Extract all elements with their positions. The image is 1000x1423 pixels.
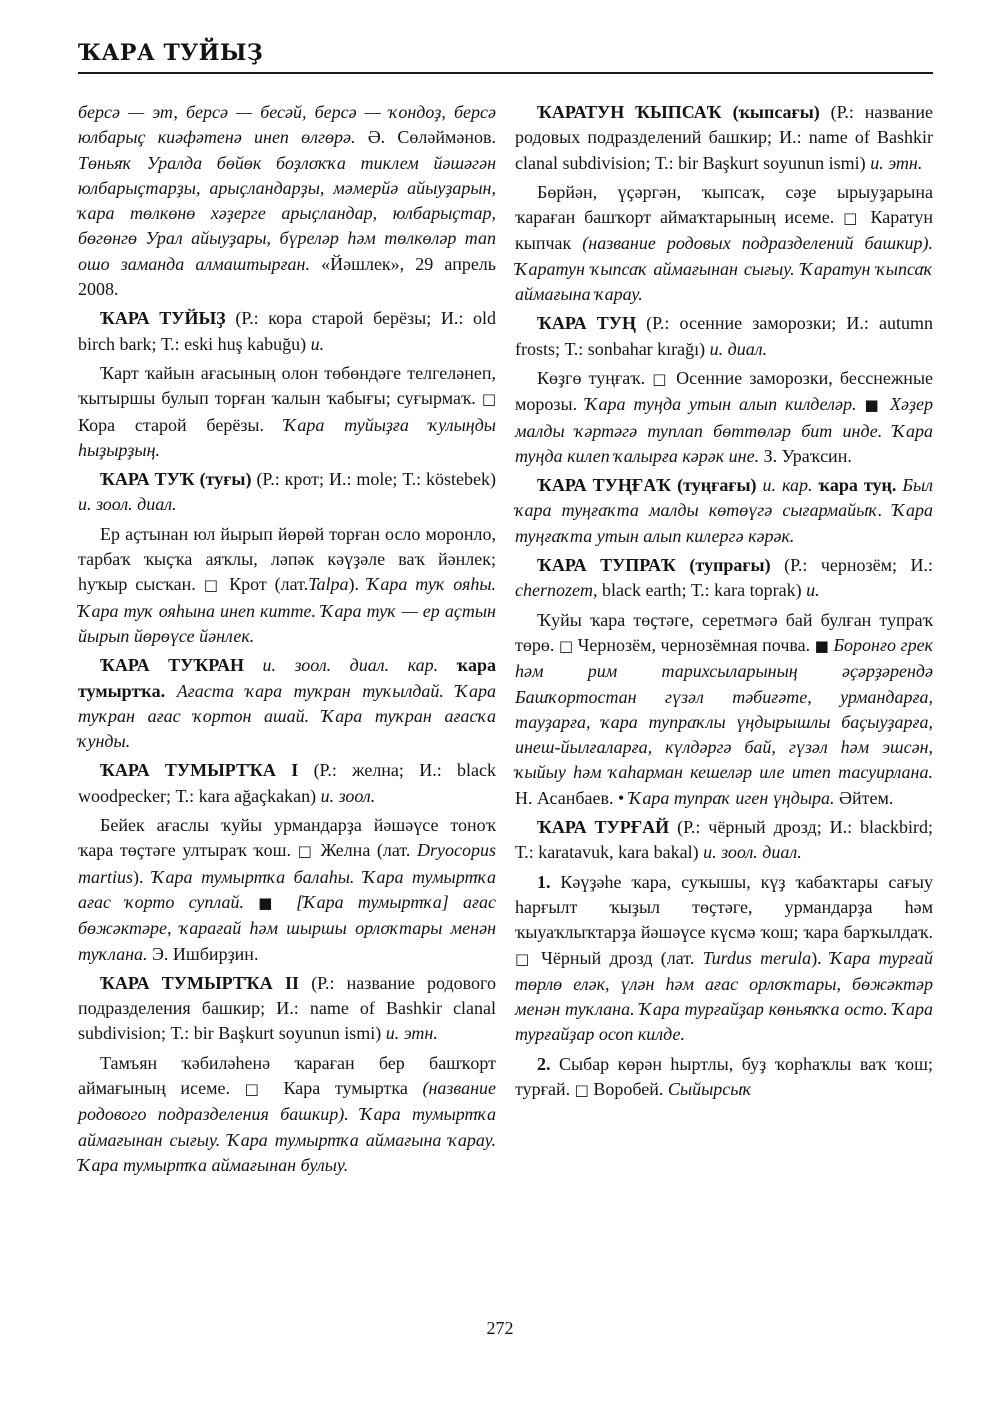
example: Ағаста ҡара туҡран туҡылдай. Ҡара туҡран ағас ҡортон ашай. Ҡара туҡран ағасҡа ҡунды. (78, 680, 497, 752)
entry-head (78, 971, 496, 1047)
entry (515, 473, 933, 549)
quote-author: З. Ураҡсин. (763, 445, 852, 466)
russian-equivalent: Желна (лат. (320, 840, 411, 861)
pos-label: и. зоол. диал. кар. (262, 655, 439, 676)
header-rule (78, 72, 933, 74)
headword: ҠАРАТУН ҠЫПСАҠ (ҡыпсағы) (537, 102, 820, 122)
entry-head (78, 758, 496, 809)
pos-label: и. (310, 333, 325, 354)
russian-equivalent: Чёрный дрозд (лат. (541, 947, 695, 968)
example: Ҡара туңда утын алып килделәр. (585, 394, 857, 415)
translations: (Р.: чернозём; И.: (784, 555, 934, 576)
example: Был ҡара туңғаҡта малды көтөүгә сығармайыҡ. Ҡара туңғаҡта утын алып килергә кәрәк. (515, 475, 933, 546)
definition: Бейек ағаслы ҡуйы урмандарҙа йәшәүсе тоноҡ ҡара төҫтәге ултыраҡ ҡош. (78, 815, 496, 861)
square-icon: □ (244, 1079, 269, 1098)
definition: Кәүҙәһе ҡара, суҡышы, күҙ ҡабаҡтары сағыу һарғылт ҡыҙыл төҫтәге, урмандарҙа һәм ҡыуаҡлыҡтарҙа йәшәүсе күсмә ҡош; ҡара барҡылдаҡ. (515, 871, 933, 943)
definition: Ҡуйы ҡара төҫтәге, серетмәгә бай булған тупраҡ төрө. (515, 609, 933, 655)
pos-label: и. (806, 580, 820, 601)
sense-number: 2. (537, 1053, 551, 1074)
left-column (78, 100, 496, 1182)
russian-equivalent: Осенние заморозки, бесснежные морозы. (515, 367, 934, 415)
punct: ). (811, 947, 822, 968)
translations: (Р.: желна; И.: black woodpecker; Т.: kara ağaçkakan) (78, 760, 497, 806)
translation-italic: chernozem, (515, 580, 598, 601)
proverb-source: Әйтем. (839, 787, 894, 808)
punct: ). (348, 574, 360, 595)
entry-body (78, 813, 496, 967)
russian-equivalent: Крот (лат. (229, 574, 309, 595)
example: Ҡаратун ҡыпсаҡ аймағынан сығыу. Ҡаратун ҡыпсаҡ аймағына ҡарау. (515, 258, 933, 305)
quote-source: «Йәшлек», 29 апрель 2008. (78, 253, 497, 300)
russian-equivalent: Воробей. (593, 1078, 664, 1099)
entry-body (78, 361, 496, 463)
quote-author: Ә. Сөләймәнов. (367, 127, 496, 148)
example: Ҡара турғай төрлө еләк, үлән һәм ағас орлоҡтары, бөжәктәр менән туҡлана. Ҡара турғайҙар көньяҡҡа осто. Ҡара турғайҙар осоп килде. (515, 947, 933, 1045)
cross-reference: ҡара тумыртҡа. (78, 655, 496, 701)
square-icon: □ (558, 636, 574, 655)
running-header: ҠАРА ТУЙЫҘ (78, 40, 264, 66)
continuation-paragraph (78, 100, 496, 302)
square-icon: □ (574, 1080, 589, 1099)
entry-body (515, 180, 933, 307)
square-icon: □ (481, 390, 497, 409)
pos-label: и. диал. (709, 338, 768, 359)
latin-name: Talpa (308, 574, 349, 595)
pos-label: и. кар. (762, 475, 813, 496)
translations: (Р.: крот; И.: mole; Т.: köstebek) (256, 469, 497, 490)
headword: ҠАРА ТУРҒАЙ (537, 817, 670, 838)
entry-body (78, 1051, 496, 1178)
literary-quote: Боронғо грек һәм рим тарихсыларының әҫәрҙәрендә Башҡортостан гүзәл тәбиғәте, урмандарға, тауҙарға, ҡара тупраҡлы үңдырышлы баҫыуҙарға, инеш-йылғаларға, күлдәргә бай, гүзәл һәм эшсән, ҡыйыу һәм ҡаһарман кешеләр иле итеп тасуирлана. (515, 634, 933, 783)
russian-equivalent: Кора старой берёзы. (78, 414, 265, 435)
entry-body (515, 608, 933, 811)
literary-quote: [Ҡара тумыртҡа] ағас бөжәктәре, ҡарағай һәм шыршы орлоҡтары менән туҡлана. (78, 891, 496, 964)
entry-head (515, 311, 933, 362)
russian-gloss: (название родовых подразделений башкир). (582, 233, 933, 254)
sense-1 (515, 870, 933, 1048)
sense-number: 1. (537, 871, 551, 892)
russian-equivalent: Кара тумыртка (283, 1077, 408, 1098)
entry-body (78, 522, 496, 649)
definition: Көҙгө туңғаҡ. (537, 367, 646, 388)
example: Ҡара туйыҙға ҡулыңды һыҙырҙың. (78, 414, 496, 460)
translations: (Р.: чёрный дрозд; И.: blackbird; Т.: karatavuk, kara bakal) (515, 817, 933, 863)
definition: Бөрйән, үҫәргән, ҡыпсаҡ, сәҙе ырыуҙарына ҡараған башҡорт аймаҡтарының исеме. (515, 181, 933, 228)
translations: (Р.: осенние заморозки; И.: autumn frosts; Т.: sonbahar kırağı) (515, 313, 934, 359)
headword: ҠАРА ТУМЫРТҠА II (100, 972, 299, 993)
filled-square-icon: ■ (258, 893, 282, 912)
translations: (Р.: название родового подразделения башкир; И.: name of Bashkir clanal subdivision; Т.: bir Başkurt soyunun ismi) (78, 972, 496, 1044)
entry-head (515, 815, 933, 866)
pos-label: и. зоол. (320, 785, 376, 806)
latin-name: Turdus merula (702, 947, 812, 968)
example: Ҡара тумыртҡа балаһы. Ҡара тумыртҡа ағас ҡорто суплай. (78, 866, 497, 912)
definition: Ҡарт ҡайын ағасының олон төбөндәге телгеләнеп, ҡытыршы булып торған ҡалын ҡабығы; суғырмаҡ. (78, 362, 496, 409)
entry-head (515, 553, 933, 604)
page-number: 272 (486, 1318, 514, 1338)
translations: black earth; Т.: kara toprak) (601, 580, 802, 601)
square-icon: □ (843, 209, 862, 228)
headword: ҠАРА ТУҢҒАҠ (туңғағы) (537, 475, 757, 496)
pos-label: и. этн. (385, 1023, 438, 1044)
quote-author: Н. Асанбаев. (515, 787, 614, 808)
entry-head (78, 306, 496, 357)
quote-author: Э. Ишбирҙин. (152, 943, 259, 964)
pos-label: и. зоол. диал. (78, 494, 177, 515)
right-column (515, 100, 933, 1107)
example: Сыйырсыҡ (667, 1078, 752, 1099)
square-icon: □ (297, 842, 314, 861)
square-icon: □ (652, 369, 669, 388)
literary-quote: Хәҙер малды ҡәртәгә туплап бөттөләр бит инде. Ҡара туңда килеп ҡалырға кәрәк ине. (515, 394, 934, 466)
headword: ҠАРА ТУҠ (туғы) (100, 469, 252, 490)
headword: ҠАРА ТУҢ (537, 313, 636, 334)
entry-body (515, 366, 933, 469)
quote-text: берсә — эт, берсә — бесәй, берсә — ҡондоҙ, берсә юлбарыҫ киәфәтенә инеп өлгөрә. (78, 102, 496, 148)
headword: ҠАРА ТУПРАҠ (тупрағы) (537, 555, 771, 576)
entry-head (78, 467, 496, 518)
entry (78, 653, 496, 754)
pos-label: и. зоол. диал. (703, 842, 802, 863)
bullet-icon: • (618, 787, 625, 808)
square-icon: □ (203, 576, 222, 595)
filled-square-icon: ■ (864, 396, 883, 415)
entry-head (515, 100, 933, 176)
definition: Тамъян ҡәбиләһенә ҡараған бер башҡорт аймағының исеме. (78, 1052, 496, 1098)
russian-gloss: (название родового подразделения башкир). (78, 1077, 497, 1125)
russian-equivalent: Чернозём, чернозёмная почва. (577, 634, 811, 655)
translations: (Р.: название родовых подразделений башкир; И.: name of Bashkir clanal subdivision; Т.: bir Başkurt soyunun ismi) (515, 102, 934, 173)
definition: Сыбар көрән һыртлы, буҙ ҡорһаҡлы ваҡ ҡош; турғай. (515, 1053, 934, 1099)
pos-label: и. этн. (870, 152, 923, 173)
headword: ҠАРА ТУЙЫҘ (100, 308, 226, 329)
headword: ҠАРА ТУМЫРТҠА I (100, 760, 299, 781)
sense-2 (515, 1052, 933, 1104)
headword: ҠАРА ТУҠРАН (100, 655, 244, 676)
quote-text: Төньяҡ Уралда бөйөк боҙлоҡҡа тиклем йәшәгән юлбарыҫтарҙы, арыҫландарҙы, мәмерйә айыуҙарын, ҡара төлкөнө хәҙерге арыҫландар, юлбарыҫтар, бөгөнгө Урал айыуҙары, бүреләр һәм төлкөләр тап ошо заманда алмаштырған. (78, 152, 496, 274)
proverb: Ҡара тупраҡ иген үңдыра. (628, 787, 835, 808)
punct: ). (133, 866, 144, 887)
example: Ҡара туҡ ояһы. Ҡара туҡ ояһына инеп китте. Ҡара туҡ — ер аҫтын йырып йөрөүсе йәнлек. (78, 574, 497, 646)
definition: Ер аҫтынан юл йырып йөрөй торған осло моронло, тарбаҡ ҡыҫҡа аяҡлы, ләпәк кәүҙәле ваҡ йәнлек; һуҡыр сысҡан. (78, 523, 496, 595)
square-icon: □ (515, 949, 533, 968)
example: Ҡара тумыртҡа аймағынан сығыу. Ҡара тумыртҡа аймағына ҡарау. Ҡара тумыртҡа аймағынан булыу. (78, 1104, 497, 1175)
translations: (Р.: кора старой берёзы; И.: old birch bark; Т.: eski huş kabuğu) (78, 308, 497, 354)
latin-name: Dryocopus martius (78, 840, 497, 887)
russian-equivalent: Каратун кыпчак (515, 207, 933, 254)
filled-square-icon: ■ (814, 636, 829, 655)
cross-reference: ҡара туң. (818, 475, 897, 496)
